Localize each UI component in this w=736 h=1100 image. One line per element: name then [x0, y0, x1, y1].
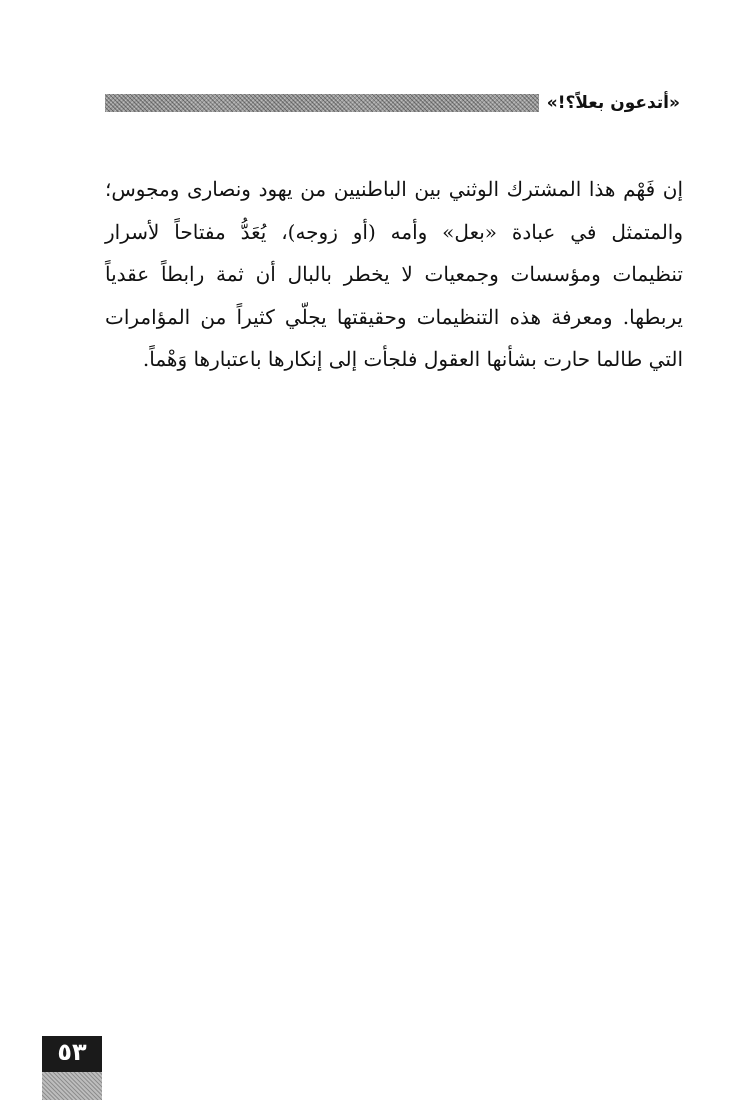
body-paragraph: إن فَهْم هذا المشترك الوثني بين الباطنيين من يهود ونصارى ومجوس؛ والمتمثل في عبادة «بعل» وأمه (أو زوجه)، يُعَدُّ مفتاحاً لأسرار تنظيمات ومؤسسات وجمعيات لا يخطر بالبال أن ثمة رابطاً عقدياً يربطها. ومعرفة هذه التنظيمات وحقيقتها يجلّي كثيراً من المؤامرات التي طالما حارت بشأنها العقول فلجأت إلى إنكارها باعتبارها وَهْماً.: [105, 177, 683, 371]
page-number-block: [42, 1036, 102, 1100]
running-header-title: «أتدعون بعلاً؟!»: [546, 93, 680, 113]
page-number: ٥٣: [57, 1038, 87, 1066]
running-header: [105, 90, 680, 116]
header-rule-bar: [105, 94, 539, 112]
